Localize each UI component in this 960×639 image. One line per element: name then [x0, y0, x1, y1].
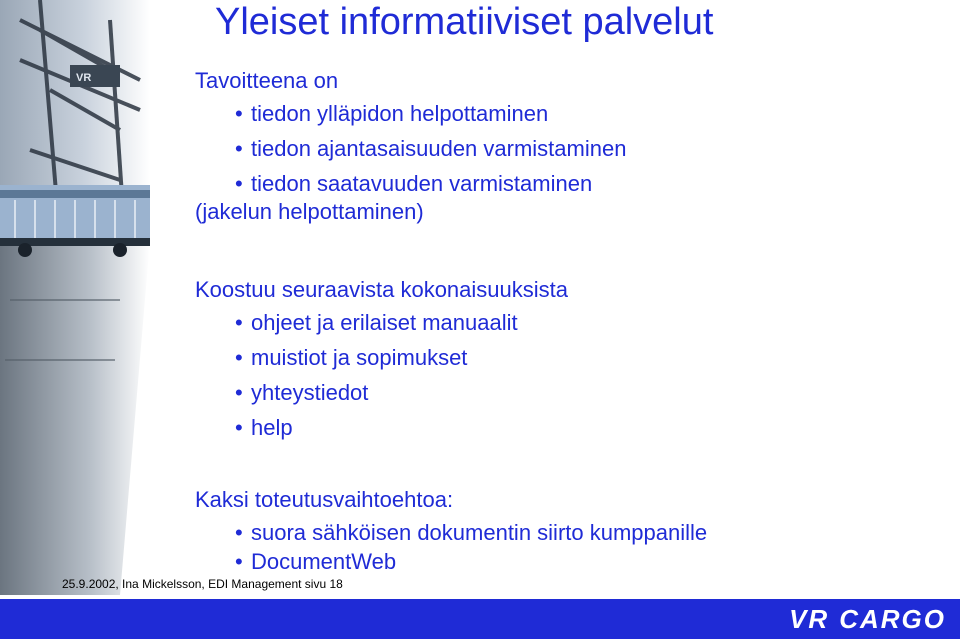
list-item: [235, 131, 626, 166]
list-item-text: yhteystiedot: [251, 380, 369, 405]
list-item: [235, 305, 568, 340]
footer-bar: [0, 599, 960, 639]
list-item-text: DocumentWeb: [251, 549, 397, 574]
section-objectives: [195, 66, 626, 227]
section-heading-components: Koostuu seuraavista kokonaisuuksista: [195, 277, 568, 302]
list-item-text: tiedon ajantasaisuuden varmistaminen: [251, 136, 627, 161]
list-item-text: help: [251, 415, 293, 440]
logo-right-text: CARGO: [839, 604, 946, 634]
list-item: [195, 166, 626, 227]
list-item-text: ohjeet ja erilaiset manuaalit: [251, 310, 518, 335]
vr-cargo-logo: [789, 604, 946, 634]
list-item: [235, 375, 568, 410]
bullet-icon: •: [235, 101, 243, 126]
bullet-icon: •: [235, 549, 243, 574]
bullet-list-implementation: [195, 515, 707, 579]
section-heading-objectives: Tavoitteena on: [195, 68, 339, 93]
list-item: [235, 410, 568, 445]
bullet-list-objectives: [195, 96, 626, 227]
railway-photo-image: [0, 0, 185, 595]
section-components: [195, 275, 568, 445]
bullet-icon: •: [235, 415, 243, 440]
list-item-text: tiedon saatavuuden varmistaminen: [251, 171, 593, 196]
list-item-continuation: (jakelun helpottaminen): [195, 199, 424, 224]
svg-text:VR: VR: [76, 72, 92, 84]
slide-title: Yleiset informatiiviset palvelut: [215, 1, 714, 43]
bullet-icon: •: [235, 520, 243, 545]
list-item-text: muistiot ja sopimukset: [251, 345, 468, 370]
bullet-icon: •: [235, 380, 243, 405]
bullet-icon: •: [235, 345, 243, 370]
footer-text: 25.9.2002, Ina Mickelsson, EDI Management sivu 18: [62, 577, 343, 591]
bullet-icon: •: [235, 310, 243, 335]
list-item-text: tiedon ylläpidon helpottaminen: [251, 101, 549, 126]
list-item: [235, 96, 626, 131]
bullet-icon: •: [235, 171, 243, 196]
section-heading-implementation: Kaksi toteutusvaihtoehtoa:: [195, 487, 454, 512]
list-item: [235, 544, 707, 579]
bullet-icon: •: [235, 136, 243, 161]
list-item-text: suora sähköisen dokumentin siirto kumppanille: [251, 520, 708, 545]
logo-left-text: VR: [789, 604, 830, 634]
bullet-list-components: [195, 305, 568, 445]
section-implementation: [195, 485, 707, 579]
list-item: [235, 340, 568, 375]
